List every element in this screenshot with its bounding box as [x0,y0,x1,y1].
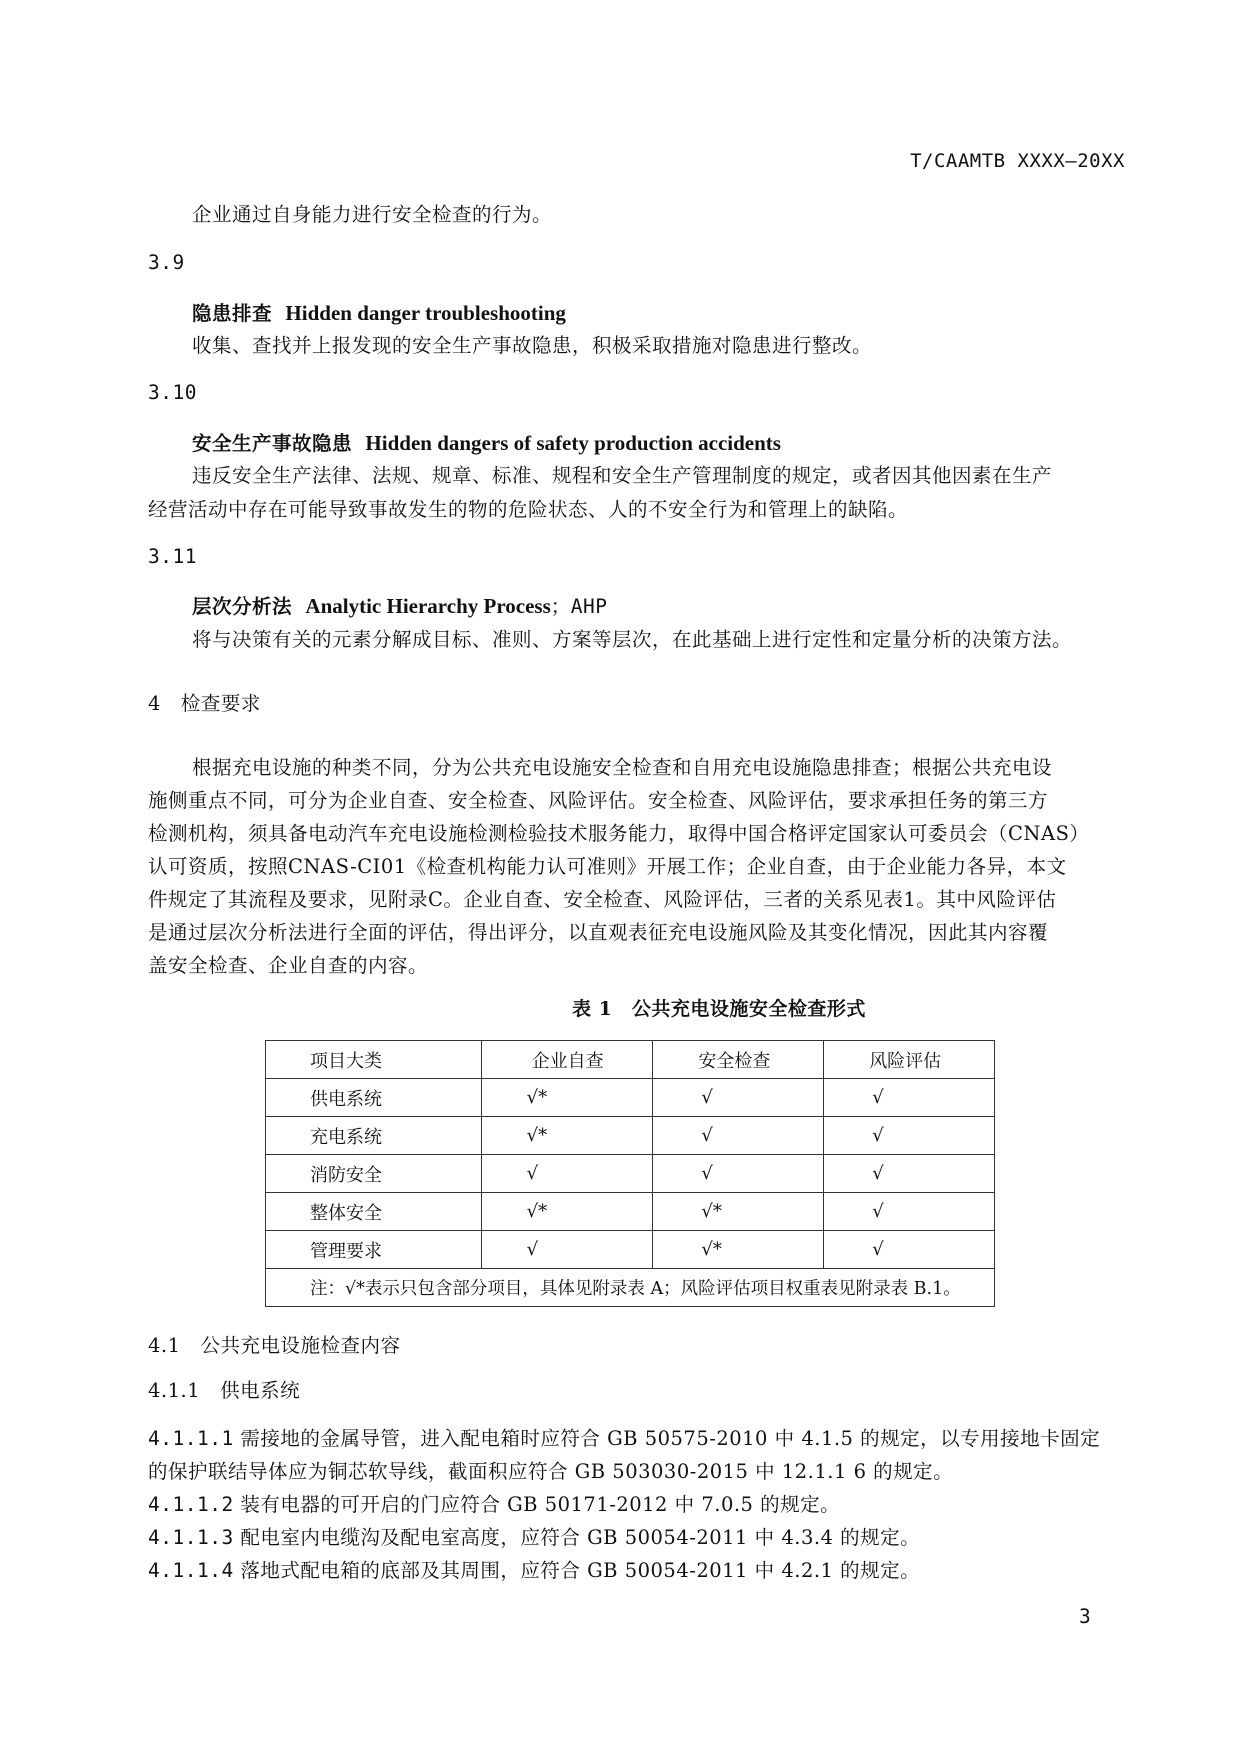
term-en: Hidden danger troubleshooting [285,301,566,325]
paragraph-line: 是通过层次分析法进行全面的评估，得出评分，以直观表征充电设施风险及其变化情况，因此其内容覆 [148,921,1049,944]
header-cell: 项目大类 [266,1041,482,1079]
check-cell: √ [481,1231,653,1269]
paragraph-line: 检测机构，须具备电动汽车充电设施检测检验技术服务能力，取得中国合格评定国家认可委员会（CNAS） [148,822,1090,845]
table-row [266,1193,995,1231]
clause-text: 需接地的金属导管，进入配电箱时应符合 GB 50575-2010 中 4.1.5 的规定，以专用接地卡固定 [240,1427,1101,1450]
term-abbr: ；AHP [550,595,608,618]
clause-item [148,1522,920,1550]
clause-number: 4.1.1.2 [148,1493,234,1516]
clause-item [148,1489,840,1517]
term-title [192,428,781,456]
paragraph-line: 施侧重点不同，可分为企业自查、安全检查、风险评估。安全检查、风险评估，要求承担任务的第三方 [148,789,1049,812]
paragraph-line: 认可资质，按照CNAS-CI01《检查机构能力认可准则》开展工作；企业自查，由于企业能力各异，本文 [148,855,1067,878]
term-definition-line: 违反安全生产法律、法规、规章、标准、规程和安全生产管理制度的规定，或者因其他因素在生产 [192,464,1053,487]
subsection-heading: 4.1 公共充电设施检查内容 [148,1334,401,1357]
check-cell: √* [481,1117,653,1155]
term-en: Hidden dangers of safety production accidents [365,431,781,455]
header-cell: 安全检查 [653,1041,824,1079]
table-row [266,1117,995,1155]
table-note-row [266,1269,995,1307]
table-caption: 表 1 公共充电设施安全检查形式 [572,998,866,1020]
term-cn: 层次分析法 [192,595,293,618]
term-title [192,298,566,326]
table-header-row [266,1041,995,1079]
term-title [192,591,608,619]
paragraph-line: 盖安全检查、企业自查的内容。 [148,954,429,977]
table-note: 注：√*表示只包含部分项目，具体见附录表 A；风险评估项目权重表见附录表 B.1。 [266,1269,995,1307]
table-row [266,1231,995,1269]
term-cn: 隐患排查 [192,302,273,325]
term-definition-line: 经营活动中存在可能导致事故发生的物的危险状态、人的不安全行为和管理上的缺陷。 [148,498,909,521]
clause-text: 落地式配电箱的底部及其周围，应符合 GB 50054-2011 中 4.2.1 的规定。 [240,1559,921,1582]
header-cell: 企业自查 [481,1041,653,1079]
page-number: 3 [1079,1605,1092,1628]
subsubsection-heading: 4.1.1 供电系统 [148,1379,301,1402]
check-cell: √ [653,1155,824,1193]
check-cell: √ [824,1193,995,1231]
category-cell: 管理要求 [266,1231,482,1269]
category-cell: 整体安全 [266,1193,482,1231]
table-row [266,1155,995,1193]
check-cell: √* [653,1231,824,1269]
check-cell: √ [824,1231,995,1269]
clause-item [148,1555,920,1583]
category-cell: 供电系统 [266,1079,482,1117]
clause-text-line: 的保护联结导体应为铜芯软导线，截面积应符合 GB 503030-2015 中 12.1.1 6 的规定。 [148,1460,954,1483]
category-cell: 消防安全 [266,1155,482,1193]
check-cell: √* [481,1079,653,1117]
section-heading: 4 检查要求 [148,692,261,715]
header-cell: 风险评估 [824,1041,995,1079]
check-cell: √ [653,1079,824,1117]
inspection-form-table [265,1040,995,1307]
check-cell: √ [481,1155,653,1193]
term-number: 3.10 [148,381,197,404]
clause-number: 4.1.1.3 [148,1526,234,1549]
check-cell: √ [824,1079,995,1117]
check-cell: √* [653,1193,824,1231]
term-definition: 收集、查找并上报发现的安全生产事故隐患，积极采取措施对隐患进行整改。 [192,334,873,357]
clause-number: 4.1.1.1 [148,1427,234,1450]
category-cell: 充电系统 [266,1117,482,1155]
term-cn: 安全生产事故隐患 [192,432,353,455]
paragraph-line: 件规定了其流程及要求，见附录C。企业自查、安全检查、风险评估，三者的关系见表1。其中风险评估 [148,888,1057,911]
term-number: 3.9 [148,251,185,274]
clause-number: 4.1.1.4 [148,1559,234,1582]
table-row [266,1079,995,1117]
clause-item [148,1423,1100,1451]
paragraph-line: 根据充电设施的种类不同，分为公共充电设施安全检查和自用充电设施隐患排查；根据公共充电设 [192,756,1053,779]
document-code: T/CAAMTB XXXX—20XX [910,150,1125,172]
definition-continuation: 企业通过自身能力进行安全检查的行为。 [192,203,553,226]
check-cell: √* [481,1193,653,1231]
clause-text: 配电室内电缆沟及配电室高度，应符合 GB 50054-2011 中 4.3.4 的规定。 [240,1526,921,1549]
term-definition: 将与决策有关的元素分解成目标、准则、方案等层次，在此基础上进行定性和定量分析的决策方法。 [192,628,1073,651]
check-cell: √ [653,1117,824,1155]
term-en: Analytic Hierarchy Process [305,594,551,618]
clause-text: 装有电器的可开启的门应符合 GB 50171-2012 中 7.0.5 的规定。 [240,1493,841,1516]
check-cell: √ [824,1155,995,1193]
check-cell: √ [824,1117,995,1155]
term-number: 3.11 [148,545,197,568]
